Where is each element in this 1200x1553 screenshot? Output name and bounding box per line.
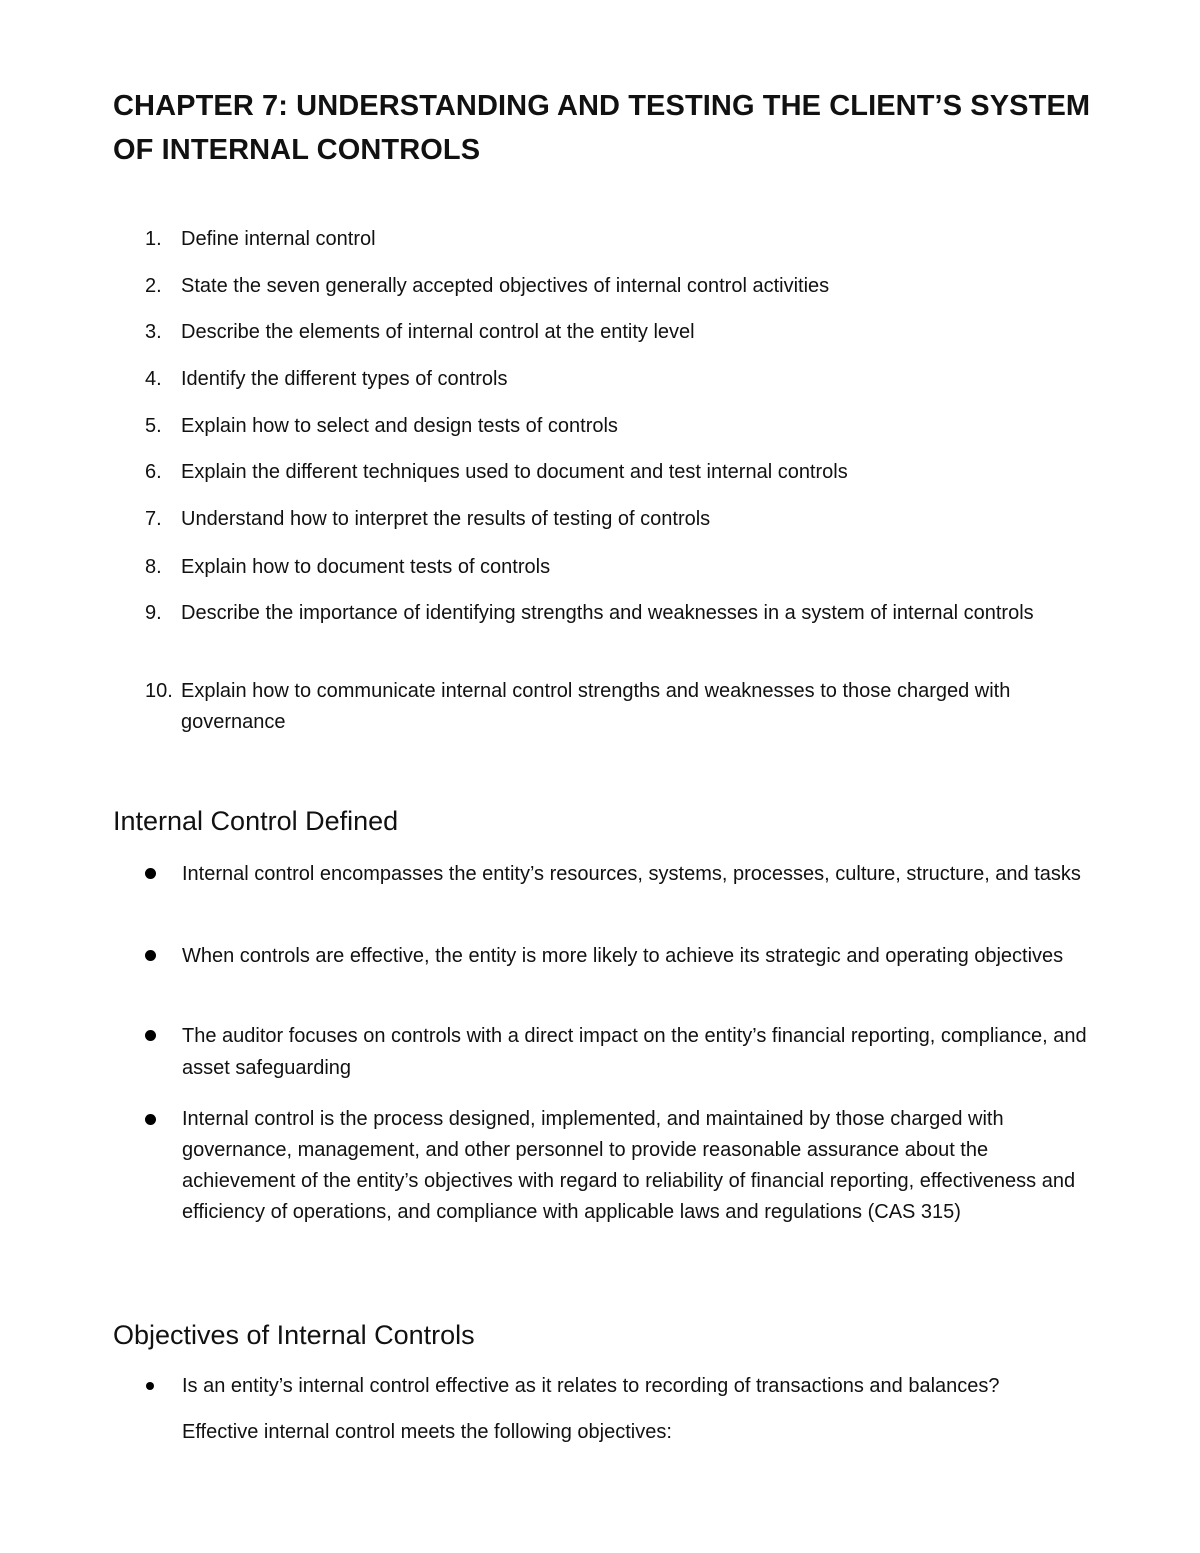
list-item-text: Explain how to select and design tests of controls bbox=[181, 415, 618, 437]
bullet-icon bbox=[146, 1382, 154, 1390]
list-item-number: 2. bbox=[145, 275, 162, 297]
section-heading: Internal Control Defined bbox=[113, 806, 399, 836]
bullet-text: When controls are effective, the entity is more likely to achieve its strategic and operating objectives bbox=[182, 945, 1064, 967]
list-item-text: State the seven generally accepted objectives of internal control activities bbox=[181, 275, 830, 297]
list-item-number: 3. bbox=[145, 321, 162, 343]
list-item-number: 5. bbox=[145, 415, 162, 437]
bullet-text: The auditor focuses on controls with a direct impact on the entity’s financial reporting, compliance, and asset safeguarding bbox=[182, 1025, 1087, 1079]
list-item-number: 7. bbox=[145, 508, 162, 530]
bullet-text: Internal control encompasses the entity’s resources, systems, processes, culture, structure, and tasks bbox=[182, 863, 1081, 885]
list-item-number: 1. bbox=[145, 228, 162, 250]
bullet-text: Internal control is the process designed, implemented, and maintained by those charged with governance, management, and other personnel to provide reasonable assurance about the achievement of the entity’s objectives with regard to reliability of financial reporting, effectiveness and efficiency of operations, and compliance with applicable laws and regulations (CAS 315) bbox=[182, 1108, 1076, 1223]
bullet-icon bbox=[145, 950, 156, 961]
bullet-text: Is an entity’s internal control effective as it relates to recording of transactions and balances? bbox=[182, 1375, 1000, 1397]
list-item-text: Explain how to document tests of controls bbox=[181, 556, 551, 578]
body-paragraph: Effective internal control meets the following objectives: bbox=[182, 1421, 672, 1443]
list-item-text: Explain how to communicate internal control strengths and weaknesses to those charged with governance bbox=[181, 680, 1011, 733]
chapter-title: CHAPTER 7: UNDERSTANDING AND TESTING THE CLIENT’S SYSTEM OF INTERNAL CONTROLS bbox=[113, 90, 1091, 166]
list-item-text: Explain the different techniques used to document and test internal controls bbox=[181, 461, 848, 483]
list-item-text: Describe the elements of internal control at the entity level bbox=[181, 321, 695, 343]
section-heading: Objectives of Internal Controls bbox=[113, 1320, 475, 1350]
bullet-icon bbox=[145, 1114, 156, 1125]
list-item-text: Identify the different types of controls bbox=[181, 368, 508, 390]
list-item-text: Define internal control bbox=[181, 228, 376, 250]
bullet-icon bbox=[145, 1030, 156, 1041]
bullet-icon bbox=[145, 868, 156, 879]
list-item-number: 4. bbox=[145, 368, 162, 390]
list-item-text: Understand how to interpret the results of testing of controls bbox=[181, 508, 711, 530]
list-item-number: 8. bbox=[145, 556, 162, 578]
list-item-number: 10. bbox=[145, 680, 173, 702]
list-item-number: 6. bbox=[145, 461, 162, 483]
list-item-number: 9. bbox=[145, 602, 162, 624]
list-item-text: Describe the importance of identifying strengths and weaknesses in a system of internal controls bbox=[181, 602, 1034, 624]
